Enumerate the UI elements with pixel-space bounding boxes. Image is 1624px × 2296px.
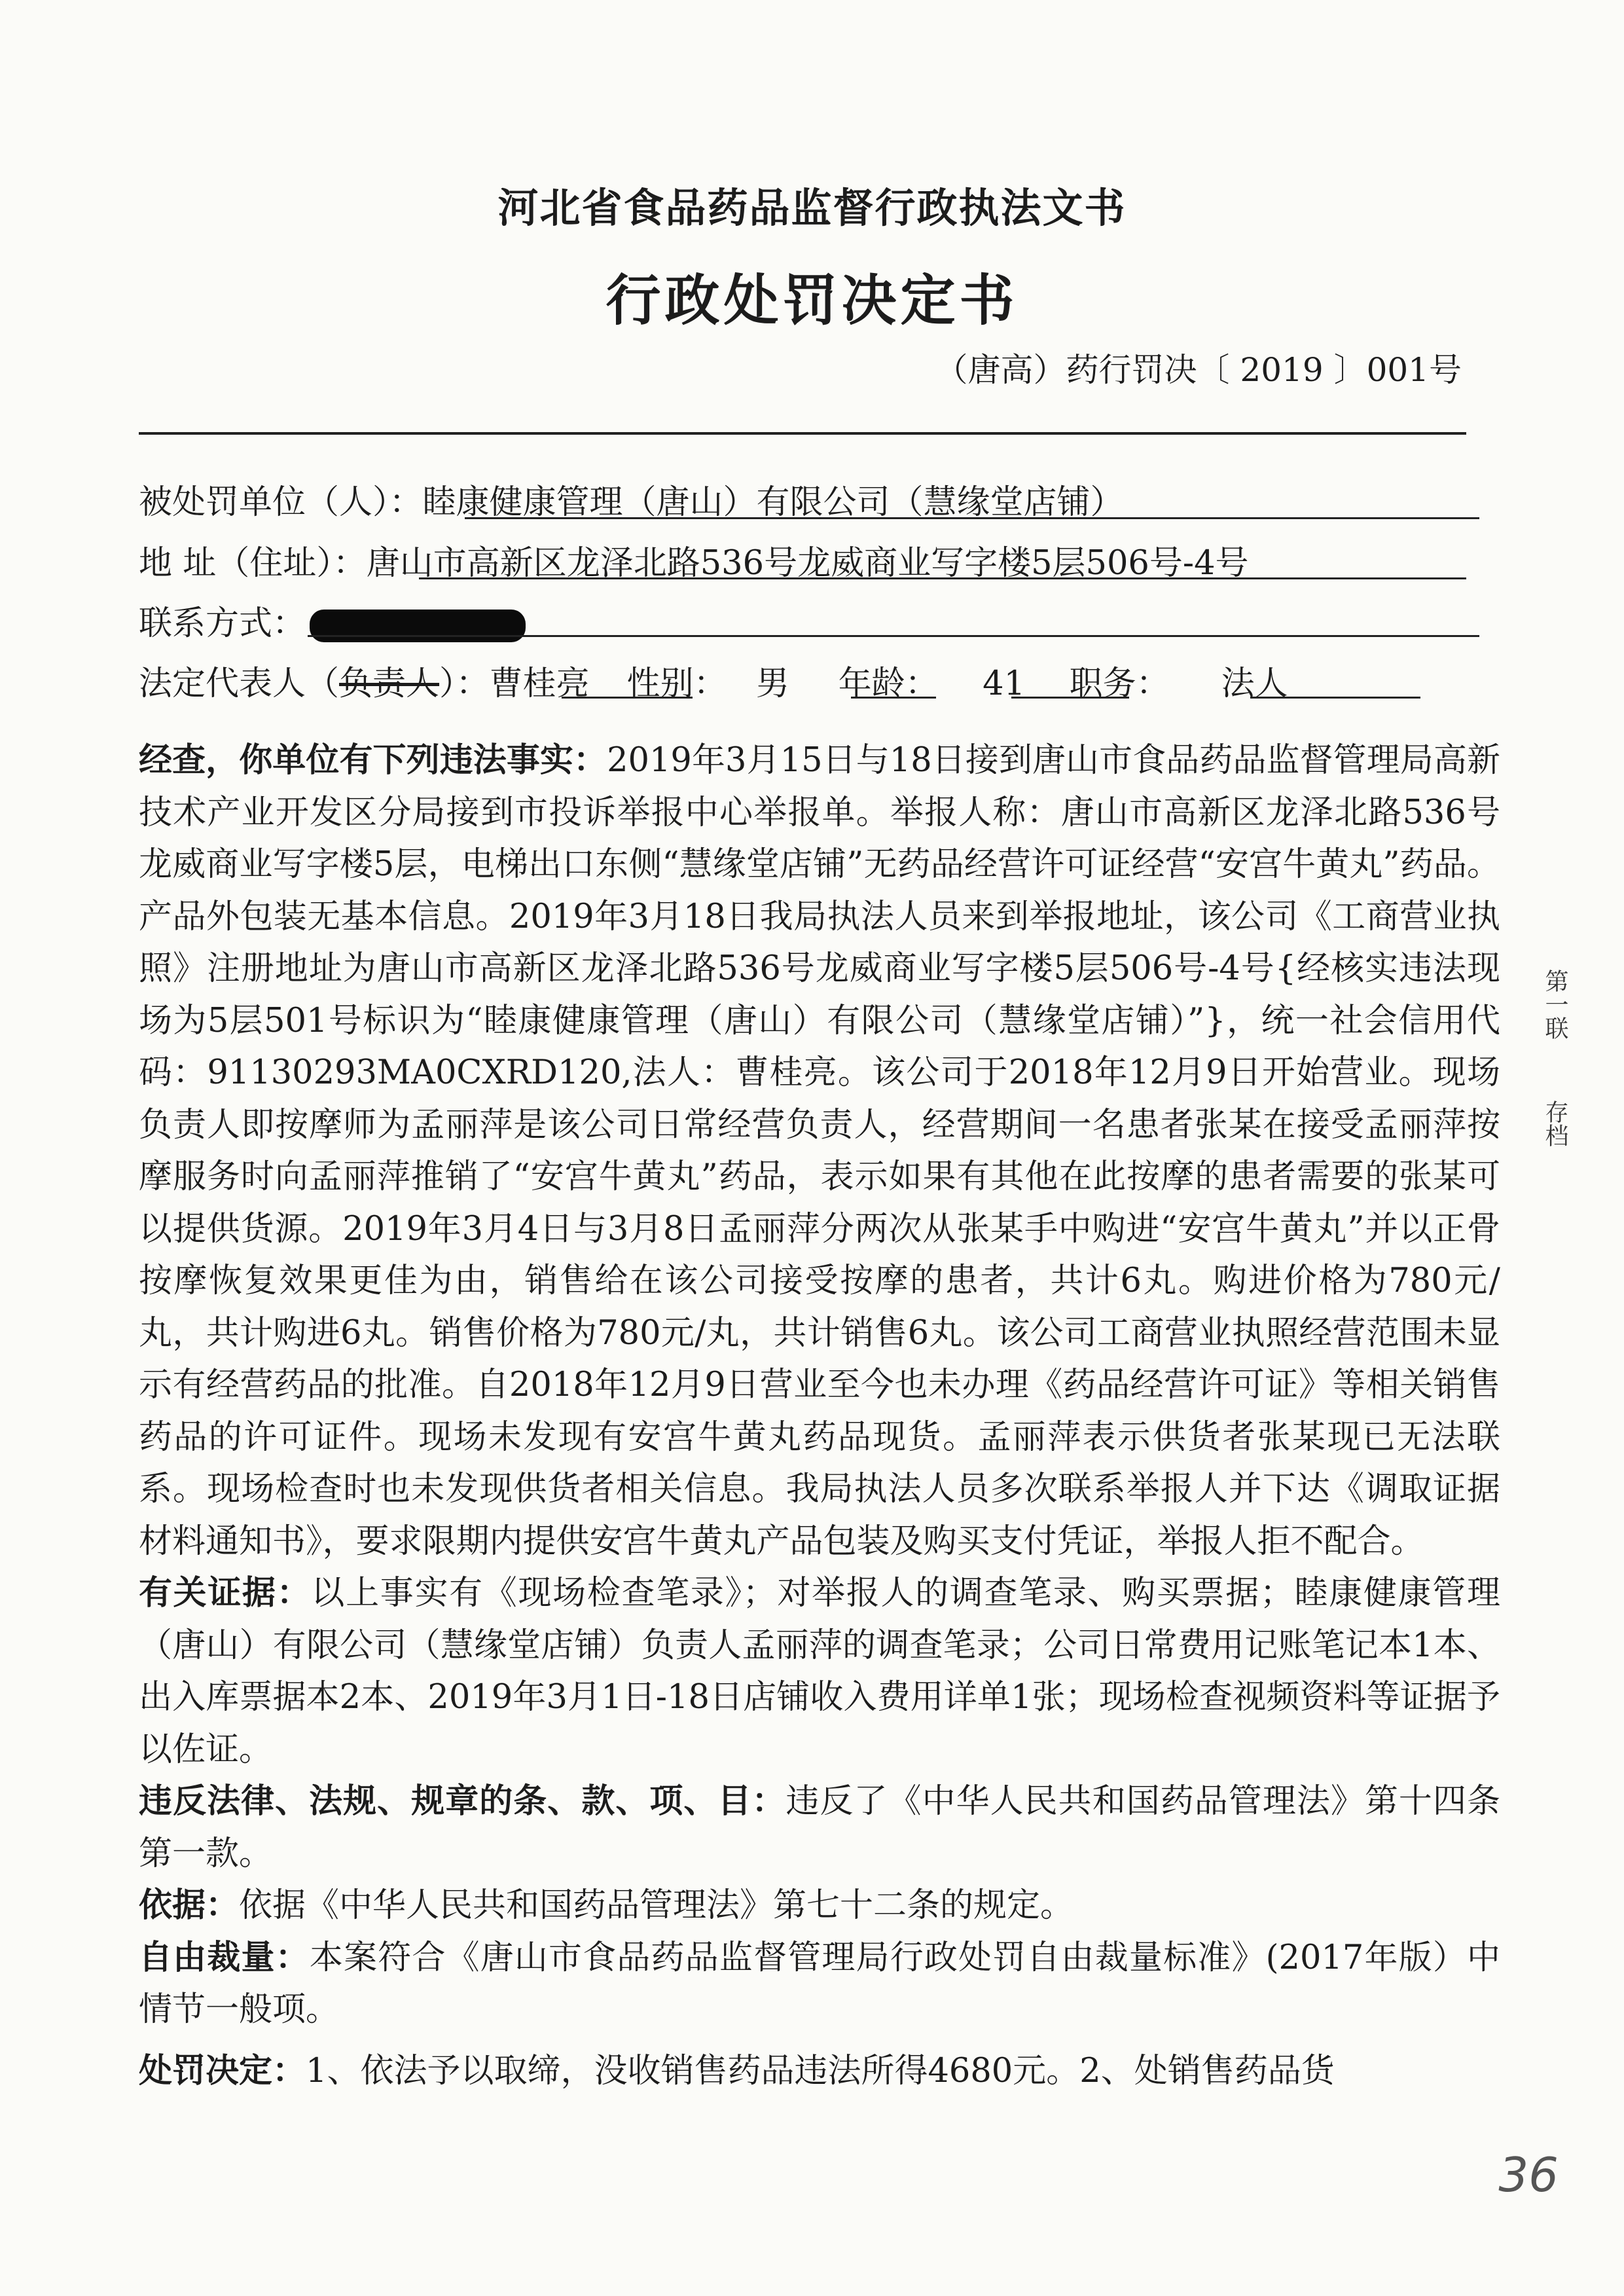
document-title: 行政处罚决定书 <box>605 268 1019 333</box>
decision-paragraph <box>139 2045 1500 2098</box>
field-unit-value: 睦康健康管理（唐山）有限公司（慧缘堂店铺） <box>422 483 1124 522</box>
field-contact-label: 联系方式： <box>139 604 306 643</box>
field-age-label: 年龄： <box>838 665 939 703</box>
evidence-paragraph <box>139 1567 1500 1776</box>
handwritten-page-number: 36 <box>1498 2147 1559 2202</box>
basis-label: 依据： <box>139 1886 240 1925</box>
decision-text: 1、依法予以取缔，没收销售药品违法所得4680元。2、处销售药品货 <box>306 2051 1335 2090</box>
decision-label: 处罚决定： <box>139 2051 306 2090</box>
violation-label: 违反法律、法规、规章的条、款、项、目： <box>139 1782 786 1821</box>
facts-text: 2019年3月15日与18日接到唐山市食品药品监督管理局高新技术产业开发区分局接到市投诉举报中心举报单。举报人称：唐山市高新区龙泽北路536号龙威商业写字楼5层，电梯出口东侧“慧缘堂店铺”无药品经营许可证经营“安宫牛黄丸”药品。产品外包装无基本信息。2019年3月18日我局执法人员来到举报地址，该公司《工商营业执照》注册地址为唐山市高新区龙泽北路536号龙威商业写字楼5层506号-4号{经核实违法现场为5层501号标识为“睦康健康管理（唐山）有限公司（慧缘堂店铺）”}，统一社会信用代码：91130293MA0CXRD120,法人：曹桂亮。该公司于2018年12月9日开始营业。现场负责人即按摩师为孟丽萍是该公司日常经营负责人，经营期间一名患者张某在接受孟丽萍按摩服务时向孟丽萍推销了“安宫牛黄丸”药品，表示如果有其他在此按摩的患者需要的张某可以提供货源。2019年3月4日与3月8日孟丽萍分两次从张某手中购进“安宫牛黄丸”并以正骨按摩恢复效果更佳为由，销售给在该公司接受按摩的患者，共计6丸。购进价格为780元/丸，共计购进6丸。销售价格为780元/丸，共计销售6丸。该公司工商营业执照经营范围未显示有经营药品的批准。自2018年12月9日营业至今也未办理《药品经营许可证》等相关销售药品的许可证件。现场未发现有安宫牛黄丸药品现货。孟丽萍表示供货者张某现已无法联系。现场检查时也未发现供货者相关信息。我局执法人员多次联系举报人并下达《调取证据材料通知书》，要求限期内提供安宫牛黄丸产品包装及购买支付凭证，举报人拒不配合。 <box>139 741 1500 1561</box>
address-underline <box>419 577 1466 579</box>
field-position-label: 职务： <box>1069 665 1170 703</box>
redaction-mark <box>310 610 526 642</box>
facts-label: 经查，你单位有下列违法事实： <box>139 741 607 780</box>
field-unit <box>139 475 1124 523</box>
discretion-text: 本案符合《唐山市食品药品监督管理局行政处罚自由裁量标准》(2017年版）中情节一般项。 <box>139 1938 1500 2029</box>
field-age-value: 41 <box>983 665 1026 703</box>
evidence-label: 有关证据： <box>139 1574 312 1613</box>
gender-underline <box>851 697 936 699</box>
violation-paragraph <box>139 1776 1500 1880</box>
field-unit-label: 被处罚单位（人）： <box>139 483 423 522</box>
field-rep-label-struck: 负责人 <box>339 665 440 703</box>
field-position-value: 法人 <box>1221 665 1288 703</box>
position-underline <box>1250 697 1420 699</box>
header-divider <box>139 432 1466 435</box>
facts-paragraph <box>139 735 1500 1567</box>
document-series-title: 河北省食品药品监督行政执法文书 <box>497 184 1127 232</box>
violation-text: 违反了《中华人民共和国药品管理法》第十四条第一款。 <box>139 1782 1500 1873</box>
field-gender-value: 男 <box>756 665 790 703</box>
field-address-label: 地 址（住址）： <box>139 544 367 583</box>
field-rep-label-post: ）： <box>439 665 490 703</box>
side-note-copy: 第一联 <box>1542 969 1568 1040</box>
document-body <box>139 735 1500 2097</box>
unit-underline <box>465 517 1479 519</box>
age-underline <box>1011 697 1129 699</box>
side-note-archive: 存档 <box>1542 1100 1568 1147</box>
discretion-paragraph <box>139 1932 1500 2036</box>
document-number: （唐高）药行罚决〔 2019 〕001号 <box>935 351 1462 389</box>
field-rep-value: 曹桂亮 <box>489 665 590 703</box>
evidence-text: 以上事实有《现场检查笔录》；对举报人的调查笔录、购买票据；睦康健康管理（唐山）有限公司（慧缘堂店铺）负责人孟丽萍的调查笔录；公司日常费用记账笔记本1本、出入库票据本2本、2019年3月1日-18日店铺收入费用详单1张；现场检查视频资料等证据予以佐证。 <box>139 1574 1500 1769</box>
discretion-label: 自由裁量： <box>139 1938 310 1977</box>
field-address <box>139 536 1249 584</box>
basis-paragraph <box>139 1880 1500 1932</box>
field-gender-label: 性别： <box>626 665 727 703</box>
field-representative <box>139 656 1340 704</box>
rep-underline <box>562 697 693 699</box>
field-rep-label-pre: 法定代表人（ <box>139 665 340 703</box>
contact-underline <box>308 635 1479 637</box>
basis-text: 依据《中华人民共和国药品管理法》第七十二条的规定。 <box>239 1886 1074 1925</box>
field-address-value: 唐山市高新区龙泽北路536号龙威商业写字楼5层506号-4号 <box>366 544 1249 583</box>
